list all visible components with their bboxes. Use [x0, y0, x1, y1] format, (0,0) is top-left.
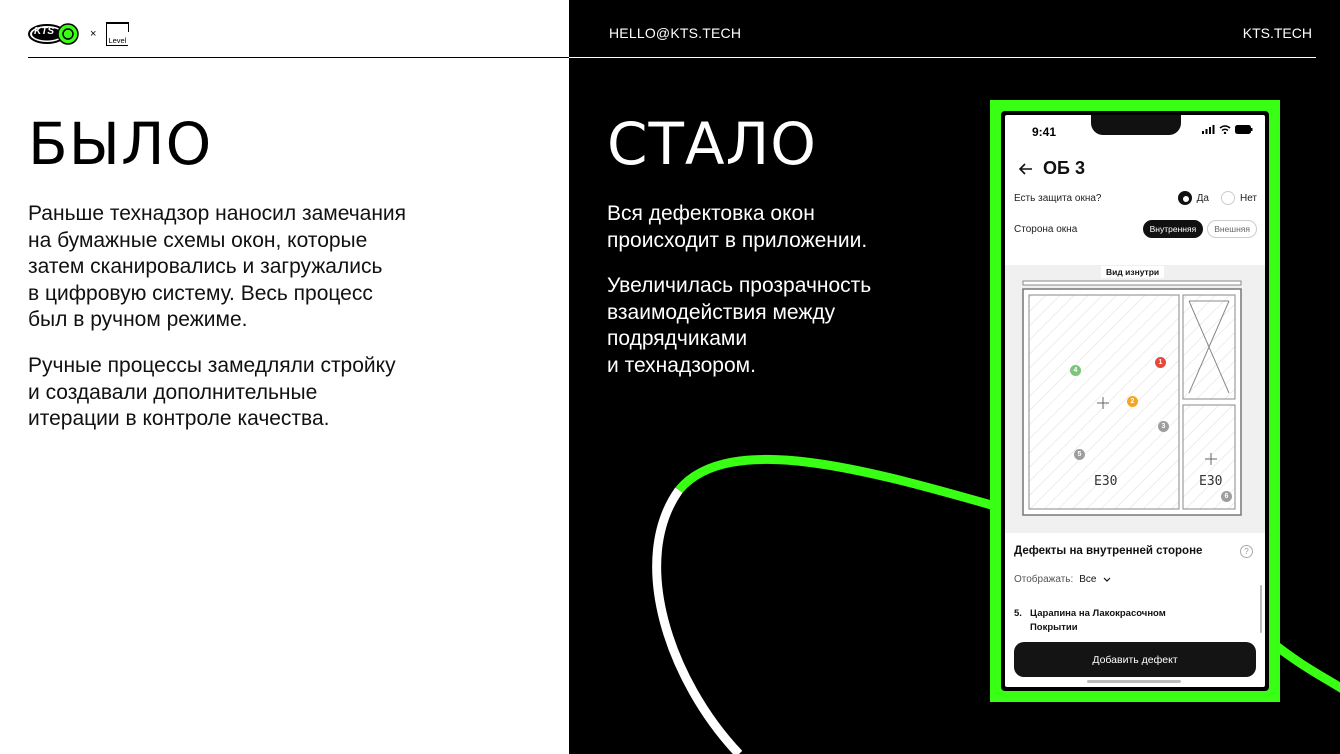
defects-section-title: Дефекты на внутренней стороне	[1014, 545, 1203, 557]
status-time: 9:41	[1032, 125, 1057, 139]
before-panel	[0, 0, 569, 754]
after-title: СТАЛО	[607, 110, 817, 178]
side-outer-button[interactable]: Внешняя	[1207, 220, 1257, 238]
defect-marker-4[interactable]: 4	[1070, 365, 1081, 376]
logo-separator: ×	[90, 28, 97, 40]
back-arrow-icon[interactable]	[1019, 163, 1033, 175]
defects-filter[interactable]	[1014, 574, 1111, 585]
add-defect-button[interactable]: Добавить дефект	[1014, 642, 1256, 677]
defect-list-item[interactable]	[1014, 607, 1166, 635]
radio-yes-label: Да	[1196, 192, 1209, 204]
defect-marker-2[interactable]: 2	[1127, 396, 1138, 407]
logo-group	[28, 20, 128, 48]
radio-yes-dot	[1178, 191, 1192, 205]
defect-marker-5[interactable]: 5	[1074, 449, 1085, 460]
defect-item-number: 5.	[1014, 608, 1022, 619]
defect-marker-6[interactable]: 6	[1221, 491, 1232, 502]
protection-row	[1014, 191, 1257, 205]
pane-right-label: E30	[1199, 474, 1223, 489]
white-curve	[657, 490, 739, 754]
level-logo-text: Level	[108, 36, 127, 45]
filter-value: Все	[1079, 574, 1097, 585]
phone-mockup	[990, 100, 1280, 702]
top-divider	[28, 57, 569, 58]
pane-left-label: E30	[1094, 474, 1118, 489]
email-link[interactable]: HELLO@KTS.TECH	[609, 25, 742, 41]
after-paragraph-1: Вся дефектовка окон происходит в приложении.	[607, 202, 868, 252]
chevron-down-icon	[1103, 577, 1111, 583]
radio-no-label: Нет	[1239, 192, 1257, 204]
radio-no[interactable]	[1221, 191, 1257, 205]
side-row	[1014, 220, 1257, 238]
before-paragraph-1: Раньше технадзор наносил замечания на бумажные схемы окон, которые затем сканировались и загружались в цифровую систему. Весь процесс был в ручном режиме.	[28, 202, 407, 331]
battery-icon	[1235, 125, 1253, 134]
home-indicator	[1087, 680, 1181, 683]
before-paragraph-2: Ручные процессы замедляли стройку и создавали дополнительные итерации в контроле качества.	[28, 354, 396, 430]
window-schema[interactable]	[1005, 265, 1265, 533]
defect-item-text: Царапина на Лакокрасочном Покрытии	[1029, 608, 1166, 633]
filter-label: Отображать:	[1014, 574, 1074, 585]
nav-bar	[1019, 158, 1085, 179]
phone-screen	[1005, 115, 1265, 687]
wifi-icon	[1219, 125, 1231, 134]
green-curve	[679, 459, 1009, 510]
before-title: БЫЛО	[28, 110, 213, 178]
after-paragraph-2: Увеличилась прозрачность взаимодействия между подрядчиками и технадзором.	[607, 274, 872, 377]
screen-title: ОБ 3	[1043, 158, 1085, 178]
view-label: Вид изнутри	[1101, 266, 1164, 278]
site-link[interactable]: KTS.TECH	[1242, 25, 1312, 41]
side-inner-button[interactable]: Внутренняя	[1143, 220, 1204, 238]
after-panel	[569, 0, 1340, 754]
defect-marker-3[interactable]: 3	[1158, 421, 1169, 432]
signal-icon	[1202, 125, 1215, 134]
radio-yes[interactable]	[1178, 191, 1209, 205]
phone-notch	[1091, 115, 1181, 135]
list-scrollbar[interactable]	[1260, 585, 1262, 633]
level-logo	[106, 22, 128, 46]
help-icon[interactable]: ?	[1240, 545, 1253, 558]
defect-marker-1[interactable]: 1	[1155, 357, 1166, 368]
status-icons	[1202, 125, 1253, 134]
side-segmented-control	[1143, 220, 1257, 238]
side-label: Сторона окна	[1014, 223, 1078, 235]
protection-question: Есть защита окна?	[1014, 192, 1102, 204]
radio-no-dot	[1221, 191, 1235, 205]
protection-radio-group	[1178, 191, 1257, 205]
kts-logo-text: KTS	[34, 26, 54, 37]
